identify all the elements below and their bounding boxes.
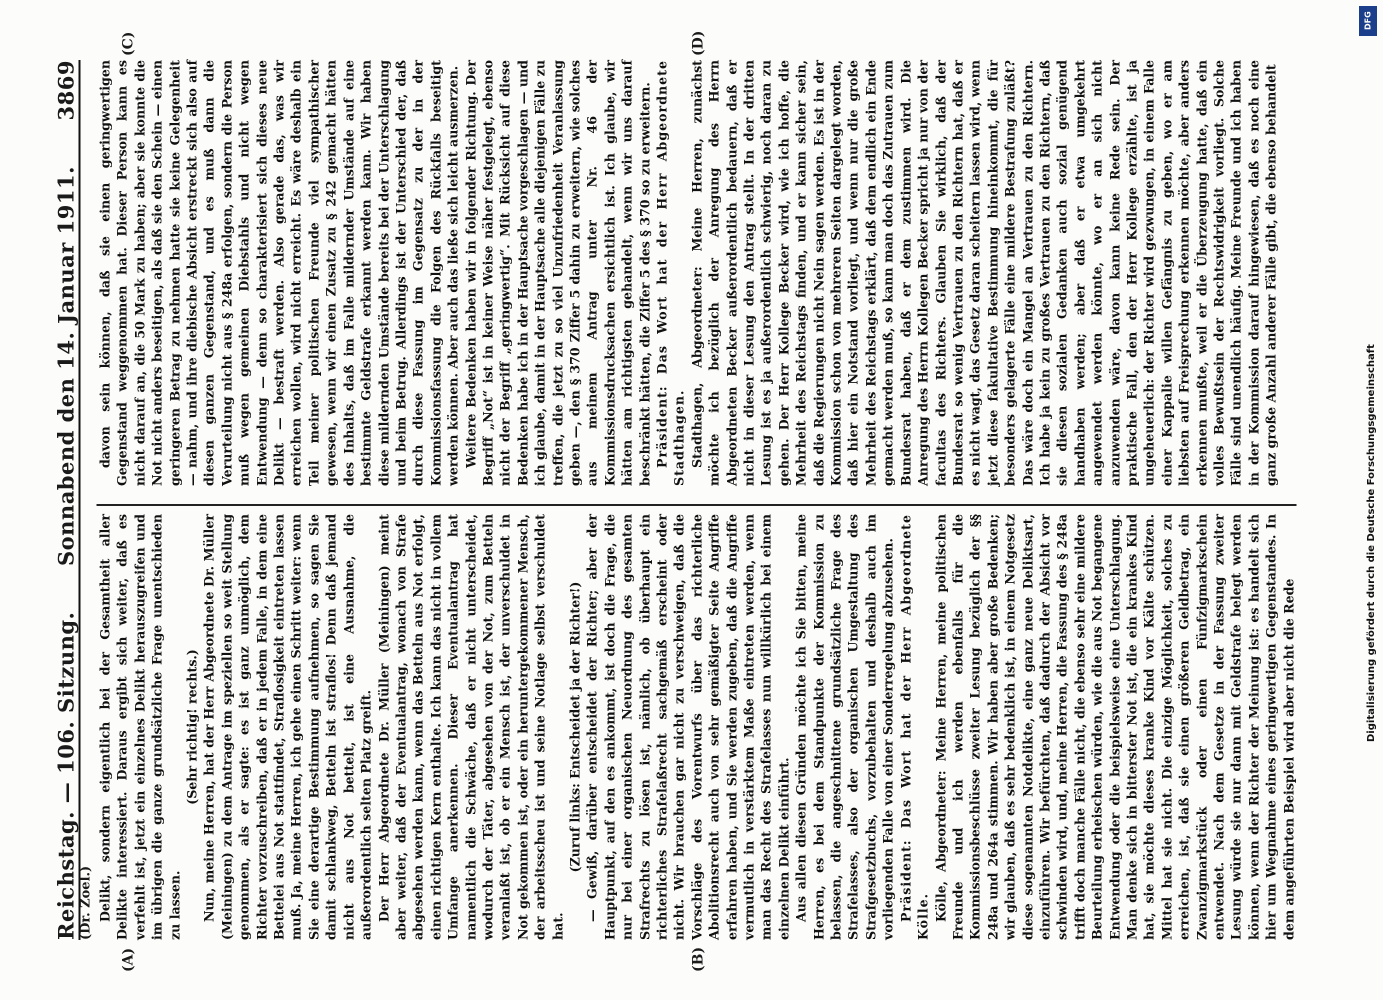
text-column-left — [96, 514, 1297, 940]
paragraph: Stadthagen, Abgeordneter: Meine Herren, zunächst möchte ich bezüglich der Anregung des Herrn Abgeordneten Becker außerordentlich bedauern, daß er nicht in dieser Lesung den Antrag stellt. In der dritten Lesung ist es ja außerordentlich schwierig, noch daran zu gehen. Der Herr Kollege Becker wird, wie ich hoffe, die Mehrheit des Reichstags finden, und er kann sicher sein, daß die Regierungen nicht Nein sagen werden. Es ist in der Kommission schon von mehreren Seiten dargelegt worden, daß hier ein Notstand vorliegt, und wenn nur die große Mehrheit des Reichstags erklärt, daß dem endlich ein Ende gemacht werden muß, so kann man doch das Zutrauen zum Bundesrat haben, daß er dem zustimmen wird. Die Anregung des Herrn Kollegen Becker spricht ja nur von der facultas des Richters. Glauben Sie wirklich, daß der Bundesrat so wenig Vertrauen zu den Richtern hat, daß er es nicht wagt, das Gesetz daran scheitern lassen wird, wenn jetzt diese fakultative Bestimmung hineinkommt, die für besonders gelagerte Fälle eine mildere Bestrafung zuläßt? Das wäre doch ein Mangel an Vertrauen zu den Richtern. Ich habe ja kein zu großes Vertrauen zu den Richtern, daß sie diesen sozialen Gedanken auch sozial genügend handhaben werden; aber daß er etwa umgekehrt angewendet werden könnte, wo er an sich nicht anzuwenden wäre, davon kann keine Rede sein. Der praktische Fall, den der Herr Kollege erzählte, ist ja ungeheuerlich: der Richter wird gezwungen, in einem Falle einer Kappalie willen Gefängnis zu geben, wo er am liebsten auf Freisprechung erkennen möchte, aber anders erkennen mußte, weil er die Überzeugung hatte, daß ein volles Bewußtsein der Rechtswidrigkeit vorliegt. Solche Fälle sind unendlich häufig. Meine Freunde und ich haben in der Kommission darauf hingewiesen, daß es noch eine ganz große Anzahl anderer Fälle gibt, die ebenso behandelt — [688, 60, 1279, 486]
paragraph: — Gewiß, darüber entscheidet der Richter; aber der Hauptpunkt, auf den es ankommt, ist doch die Frage, die nur bei einer organischen Neuordnung des gesamten Strafrechts zu lösen ist, nämlich, ob überhaupt ein richterliches Strafelaßrecht sachgemäß erscheint oder nicht. Wir brauchen gar nicht zu verschweigen, daß die Vorschläge des Vorentwurfs über das richterliche Abolitionsrecht auch von sehr gemäßigter Seite Angriffe erfahren haben, und Sie werden zugeben, daß die Angriffe vermutlich in verstärktem Maße eintreten werden, wenn man das Recht des Strafelasses nun willkürlich bei einem einzelnen Delikt einführt. — [584, 514, 791, 940]
margin-mark-c: (C) — [120, 31, 136, 56]
page-header — [40, 60, 80, 940]
header-left: Reichstag. — 106. Sitzung. — [53, 611, 78, 940]
president-line: Präsident: Das Wort hat der Herr Abgeordnete Stadthagen. — [654, 60, 687, 486]
column-divider — [96, 504, 1296, 506]
header-date: Sonnabend den 14. Januar 1911. — [53, 166, 78, 567]
paragraph: Kölle, Abgeordneter: Meine Herren, meine politischen Freunde und ich werden ebenfalls für die Kommissionsbeschlüsse zweiter Lesung bezüglich der §§ 248a und 264a stimmen. Wir haben aber große Bedenken; wir glauben, daß es sehr bedenklich ist, in einem Notgesetz diese sogenannten Notdelikte, eine ganz neue Deliktsart, einzuführen. Wir befürchten, daß dadurch der Absicht vor schwinden wird, und, meine Herren, die Fassung des § 248a trifft doch manche Fälle nicht, die ebenso sehr eine mildere Beurteilung erheischen würden, wie die aus Not begangene Entwendung oder die beispielsweise eine Unterschlagung. Man denke sich in bitterster Not ist, die ein krankes Kind hat, sie möchte dieses kranke Kind vor Kälte schützen. Mittel hat sie nicht. Die einzige Möglichkeit, solches zu erreichen, ist, daß sie einen größeren Geldbetrag, ein Zwanzigmarkstück oder einen Fünfzigmarkschein entwendet. Nach dem Gesetze in der Fassung zweiter Lesung würde sie nur dann mit Geldstrafe belegt werden können, wenn der Richter der Meinung ist: es handelt sich hier um Wegnahme eines geringwertigen Gegenstandes. In dem angeführten Beispiel wird aber nicht die Rede — [932, 514, 1296, 940]
dfg-logo-icon: DFG — [1359, 6, 1377, 36]
margin-mark-b: (B) — [690, 946, 706, 972]
page-number: 3869 — [53, 60, 78, 121]
interjection: (Sehr richtig! rechts.) — [184, 649, 200, 805]
paragraph: Nun, meine Herren, hat der Herr Abgeordnete Dr. Müller (Meiningen) zu dem Antrage im speziellen so weit Stellung genommen, als er sagte: es ist ganz unmöglich, dem Richter vorzuschreiben, daß er in jedem Falle, in dem eine Bettelei aus Not stattfindet, Straflosigkeit eintreten lassen muß. Ja, meine Herren, ich gehe einen Schritt weiter: wenn Sie eine derartige Bestimmung aufnehmen, so sagen Sie damit schlankweg, Betteln ist straflos! Denn daß jemand nicht aus Not bettelt, ist eine Ausnahme, die außerordentlich selten Platz greift. — [201, 514, 374, 940]
paragraph: Weitere Bedenken haben wir in folgender Richtung. Der Begriff „Not“ ist in keiner Weise näher festgelegt, ebenso nicht der Begriff „geringwertig“. Mit Rücksicht auf diese Bedenken habe ich in der Hauptsache vorgeschlagen — und ich glaube, damit in der Hauptsache alle diejenigen Fälle zu treffen, die jetzt zu so viel Unzufriedenheit Veranlassung geben —, den § 370 Ziffer 5 dahin zu erweitern, wie solches aus meinem Antrag unter Nr. 46 der Kommissionsdrucksachen ersichtlich ist. Ich glaube, wir hätten am richtigsten gehandelt, wenn wir uns darauf beschränkt hätten, die Ziffer 5 des § 370 so zu erweitern. — [462, 60, 652, 486]
margin-mark-a: (A) — [120, 947, 136, 972]
paragraph: davon sein können, daß sie einen geringwertigen Gegenstand weggenommen hat. Dieser Person kann es nicht darauf an, die 50 Mark zu haben; aber sie konnte die Not nicht anders beseitigen, als daß sie den Schein — einen geringeren Betrag zu nehmen hatte sie keine Gelegenheit — nahm, und ihre diebische Absicht erstreckt sich also auf diesen ganzen Gegenstand, und es muß dann die Verurteilung nicht aus § 248a erfolgen, sondern die Person muß wegen gemeinen Diebstahls und nicht wegen Entwendung — denn so charakterisiert sich dieses neue Delikt — bestraft werden. Also gerade das, was wir erreichen wollen, wird nicht erreicht. Es wäre deshalb ein Teil meiner politischen Freunde viel sympathischer gewesen, wenn wir einen Zusatz zu § 242 gemacht hätten des Inhalts, daß im Falle mildernder Umstände auf eine bestimmte Geldstrafe erkannt werden kann. Wir haben diese mildernden Umstände bereits bei der Unterschlagung und beim Betrug. Allerdings ist der Unterschied der, daß durch diese Fassung im Gegensatz zu der in der Kommissionsfassung die Folgen des Rückfalls beseitigt werden können. Aber auch das ließe sich leicht ausmerzen. — [97, 60, 461, 486]
paragraph: Delikt, sondern eigentlich bei der Gesamtheit aller Delikte interessiert. Daraus ergibt sich weiter, daß es verfehlt ist, jetzt ein einzelnes Delikt herauszugreifen und im übrigen die ganze grundsätzliche Frage unentschieden zu lassen. — [97, 514, 182, 940]
digitization-credit: Digitalisierung gefördert durch die Deutsche Forschungsgemeinschaft — [1366, 344, 1377, 742]
text-column-right — [96, 60, 1280, 486]
margin-mark-d: (D) — [690, 30, 706, 56]
president-line: Präsident: Das Wort hat der Herr Abgeordnete Kölle. — [897, 514, 931, 940]
speaker-reference: (Dr. Zoel.) — [78, 865, 93, 940]
interjection: (Zuruf links: Entscheidet ja der Richter!) — [566, 581, 582, 873]
paragraph: Der Herr Abgeordnete Dr. Müller (Meiningen) meint aber weiter, daß der Eventualantrag, wonach von Strafe abgesehen werden kann, wenn das Betteln aus Not erfolgt, einen richtigen Kern enthalte. Ich kann das nicht in vollem Umfange anerkennen. Dieser Eventualantrag hat namentlich die Schwäche, daß er nicht unterscheidet, wodurch der Täter, abgesehen von der Not, zum Betteln veranlaßt ist, ob er ein Mensch ist, der unverschuldet in Not gekommen ist, oder ein heruntergekommener Mensch, der arbeitsscheu ist und seine Notlage selbst verschuldet hat. — [375, 514, 565, 940]
paragraph: Aus allen diesen Gründen möchte ich Sie bitten, meine Herren, es bei dem Standpunkte der Kommission zu belassen, die angeschnittene grundsätzliche Frage des Strafelasses, also der organischen Umgestaltung des Strafgesetzbuchs, vorzubehalten und deshalb auch im vorliegenden Falle von einer Sonderregelung abzusehen. — [793, 514, 896, 940]
